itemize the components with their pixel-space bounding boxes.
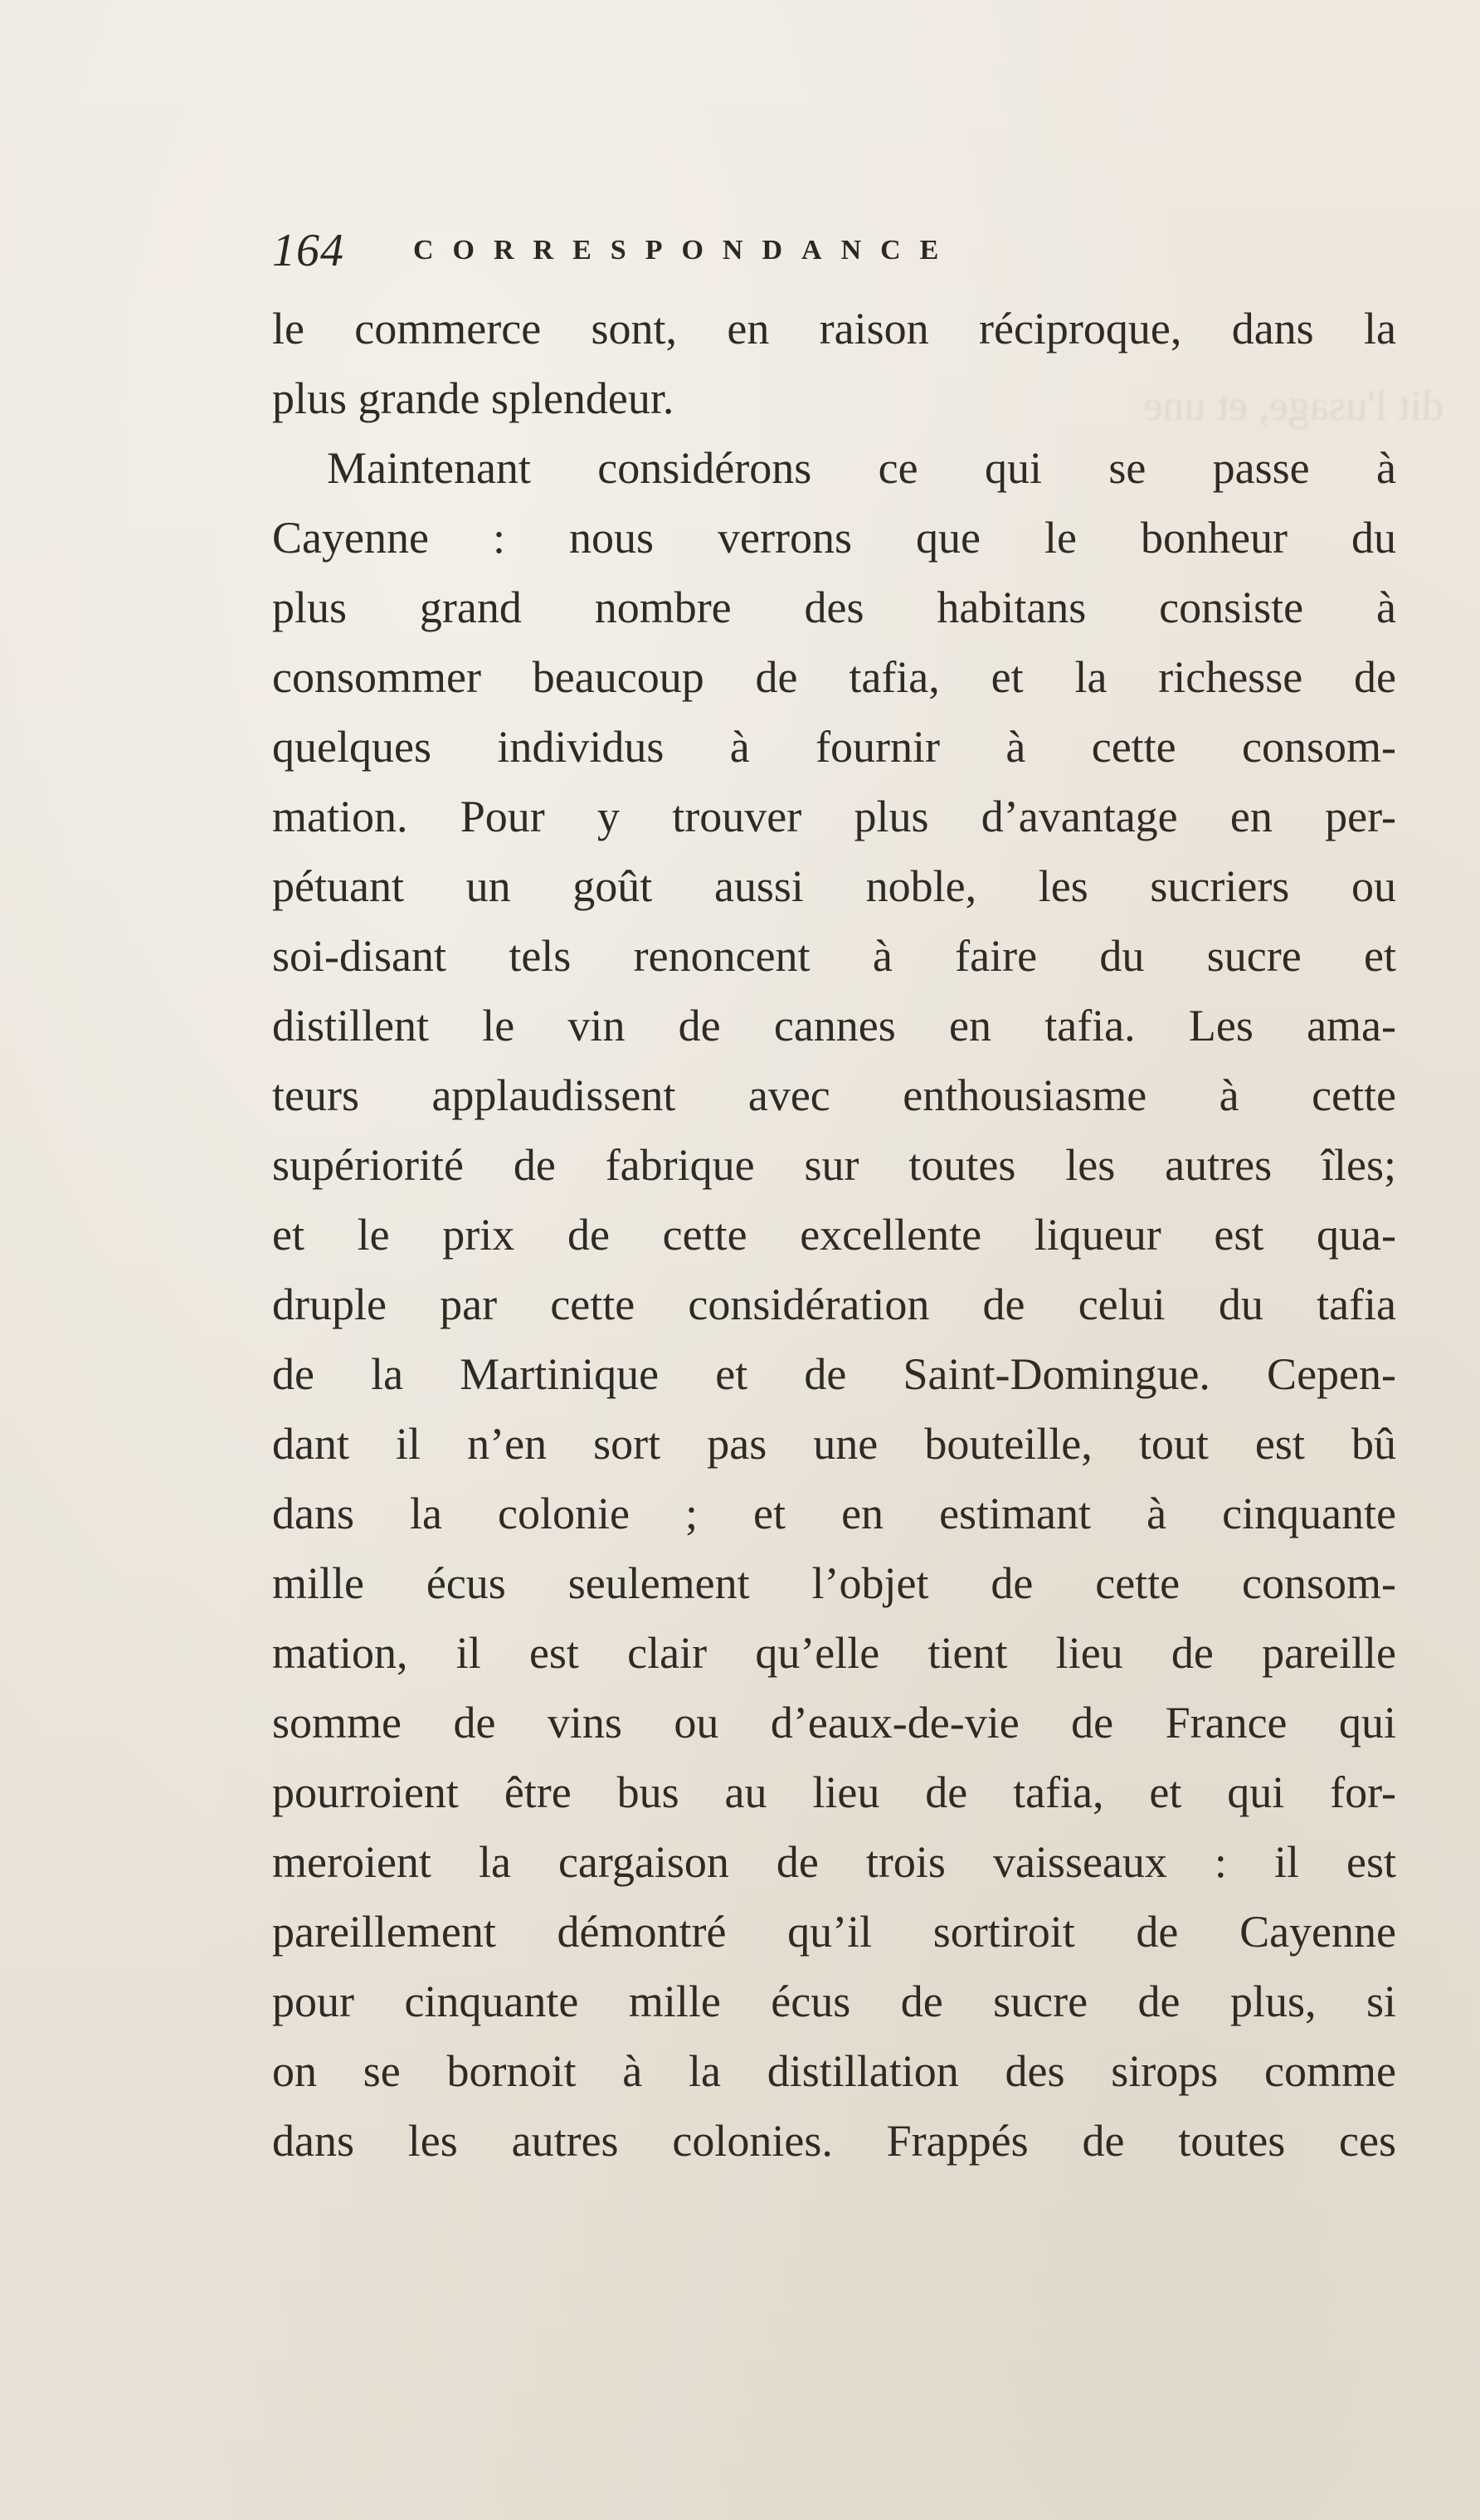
- text-line: et le prix de cette excellente liqueur est qua-: [272, 1210, 1396, 1260]
- text-line: meroient la cargaison de trois vaisseaux : il est: [272, 1837, 1396, 1887]
- text-line: plus grand nombre des habitans consiste à: [272, 582, 1396, 632]
- text-line: quelques individus à fournir à cette consom-: [272, 722, 1396, 772]
- text-line: consommer beaucoup de tafia, et la richesse de: [272, 652, 1396, 702]
- text-line: distillent le vin de cannes en tafia. Les ama-: [272, 1001, 1396, 1050]
- text-line: plus grande splendeur.: [272, 373, 674, 423]
- body-text: [272, 294, 1396, 2176]
- text-line: druple par cette considération de celui du tafia: [272, 1279, 1396, 1329]
- text-line: Maintenant considérons ce qui se passe à: [327, 443, 1396, 493]
- text-line: supériorité de fabrique sur toutes les autres îles;: [272, 1140, 1396, 1190]
- page-number: 164: [272, 225, 344, 276]
- text-line: pour cinquante mille écus de sucre de plus, si: [272, 1977, 1396, 2026]
- text-line: pourroient être bus au lieu de tafia, et qui for-: [272, 1767, 1396, 1817]
- text-line: dans les autres colonies. Frappés de toutes ces: [272, 2116, 1396, 2166]
- text-line: pétuant un goût aussi noble, les sucriers ou: [272, 861, 1396, 911]
- text-line: de la Martinique et de Saint-Domingue. Cepen-: [272, 1349, 1396, 1399]
- text-line: le commerce sont, en raison réciproque, dans la: [272, 304, 1396, 353]
- text-line: dans la colonie ; et en estimant à cinquante: [272, 1489, 1396, 1538]
- text-line: on se bornoit à la distillation des sirops comme: [272, 2046, 1396, 2096]
- running-head: CORRESPONDANCE: [413, 235, 958, 266]
- text-line: somme de vins ou d’eaux-de-vie de France qui: [272, 1698, 1396, 1747]
- text-line: mation, il est clair qu’elle tient lieu de pareille: [272, 1628, 1396, 1678]
- page-header: [272, 217, 1251, 284]
- text-line: mille écus seulement l’objet de cette consom-: [272, 1558, 1396, 1608]
- text-line: mation. Pour y trouver plus d’avantage en per-: [272, 792, 1396, 841]
- show-through-text: dit l'usage, et une: [1143, 383, 1443, 430]
- text-line: teurs applaudissent avec enthousiasme à cette: [272, 1070, 1396, 1120]
- text-line: Cayenne : nous verrons que le bonheur du: [272, 513, 1396, 563]
- text-line: soi-disant tels renoncent à faire du sucre et: [272, 931, 1396, 981]
- text-line: dant il n’en sort pas une bouteille, tout est bû: [272, 1419, 1396, 1469]
- text-line: pareillement démontré qu’il sortiroit de Cayenne: [272, 1907, 1396, 1957]
